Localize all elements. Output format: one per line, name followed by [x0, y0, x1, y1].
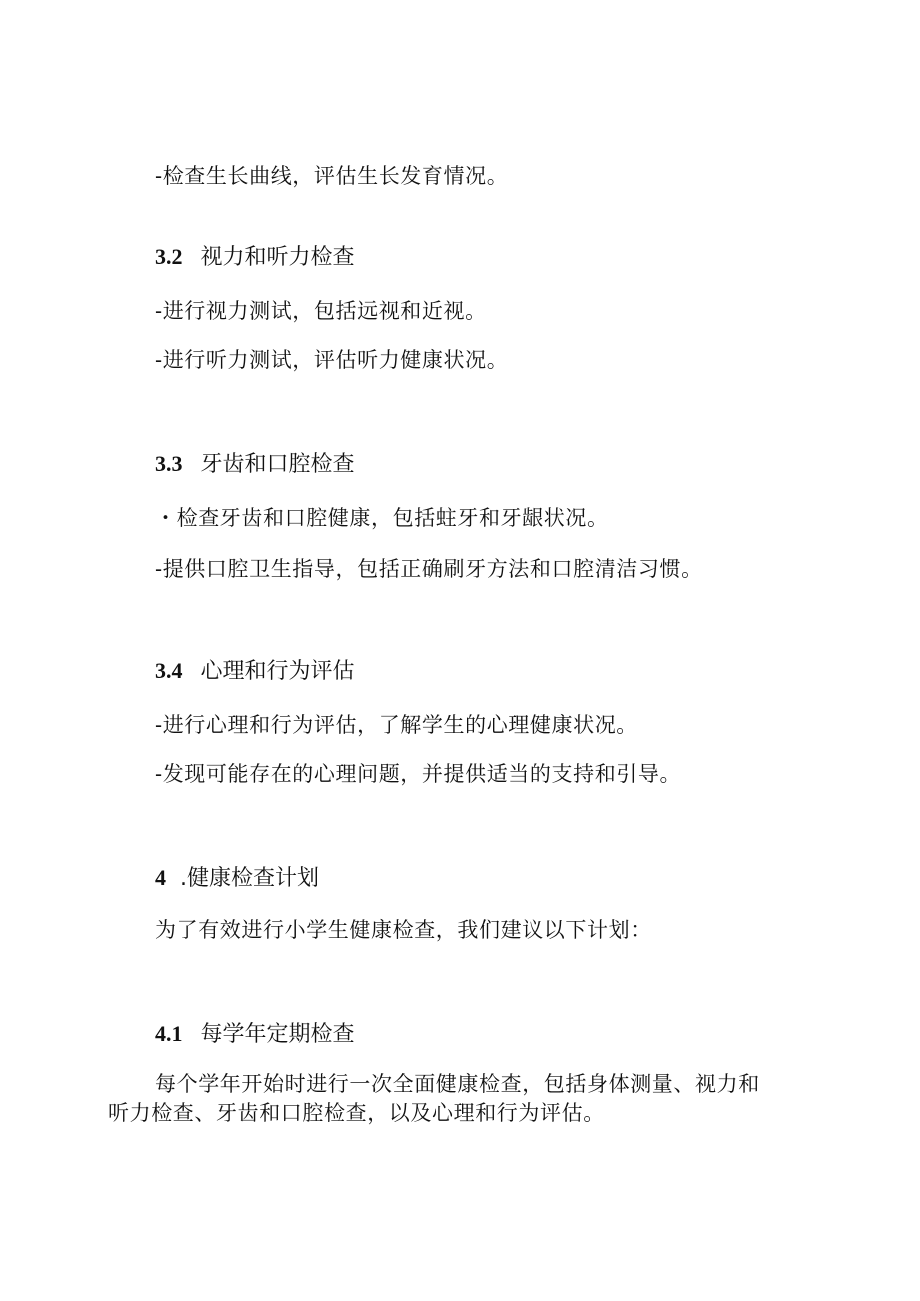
- section-title: 心理和行为评估: [200, 659, 355, 684]
- section-4-1-heading: [155, 1020, 355, 1049]
- section-number: 3.2: [155, 244, 183, 269]
- list-item: -进行视力测试，包括远视和近视。: [155, 299, 487, 323]
- section-title: 每学年定期检查: [200, 1022, 355, 1047]
- section-4-1-paragraph-line-2: 听力检查、牙齿和口腔检查，以及心理和行为评估。: [108, 1101, 605, 1125]
- section-3-2-heading: [155, 243, 355, 272]
- list-item: -进行心理和行为评估，了解学生的心理健康状况。: [155, 713, 638, 737]
- list-item: -提供口腔卫生指导，包括正确刷牙方法和口腔清洁习惯。: [155, 557, 703, 581]
- growth-curve-item: -检查生长曲线，评估生长发育情况。: [155, 164, 509, 188]
- section-title: 视力和听力检查: [200, 245, 355, 270]
- section-title: .健康检查计划: [180, 866, 319, 891]
- section-4-heading: [155, 864, 319, 893]
- section-number: 3.4: [155, 658, 183, 683]
- section-number: 3.3: [155, 451, 183, 476]
- section-3-4-heading: [155, 657, 355, 686]
- section-4-1-paragraph-line-1: 每个学年开始时进行一次全面健康检查，包括身体测量、视力和: [155, 1072, 760, 1096]
- section-number: 4.1: [155, 1021, 183, 1046]
- section-title: 牙齿和口腔检查: [200, 452, 355, 477]
- section-4-intro: 为了有效进行小学生健康检查，我们建议以下计划：: [155, 918, 652, 942]
- section-3-3-heading: [155, 450, 355, 479]
- list-item: -发现可能存在的心理问题，并提供适当的支持和引导。: [155, 762, 682, 786]
- list-item: ・检查牙齿和口腔健康，包括蛀牙和牙龈状况。: [155, 506, 609, 530]
- section-number: 4: [155, 865, 166, 890]
- list-item: -进行听力测试，评估听力健康状况。: [155, 348, 509, 372]
